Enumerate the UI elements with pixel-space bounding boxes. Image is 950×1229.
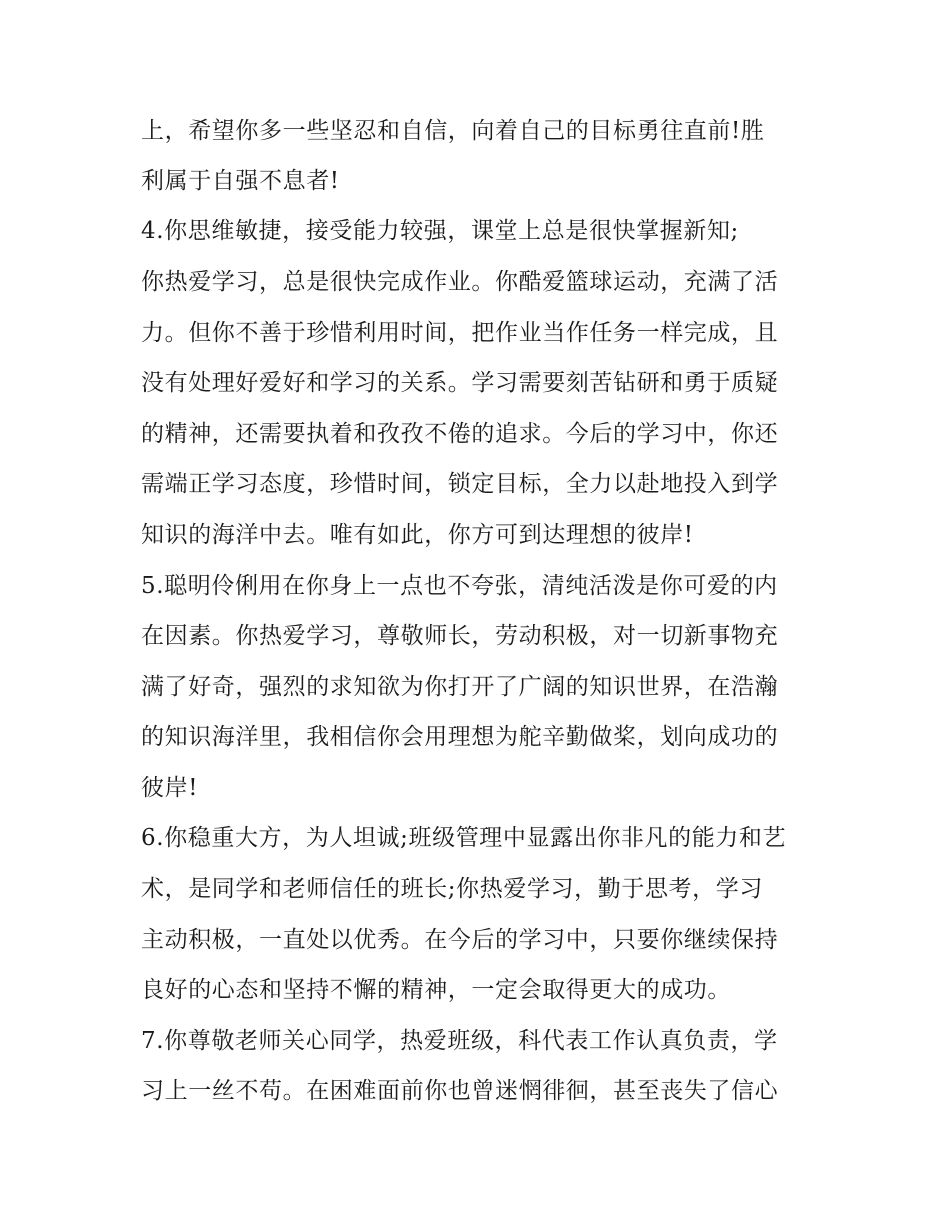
text-line: 需端正学习态度，珍惜时间，锁定目标，全力以赴地投入到学 [141,471,779,497]
text-line: 5.聪明伶俐用在你身上一点也不夸张，清纯活泼是你可爱的内 [141,573,778,599]
text-line: 满了好奇，强烈的求知欲为你打开了广阔的知识世界，在浩瀚 [141,674,779,700]
text-line: 力。但你不善于珍惜利用时间，把作业当作任务一样完成，且 [141,320,779,346]
text-line: 利属于自强不息者! [141,168,340,194]
text-line: 没有处理好爱好和学习的关系。学习需要刻苦钻研和勇于质疑 [141,370,779,396]
text-line: 的精神，还需要执着和孜孜不倦的追求。今后的学习中，你还 [141,421,779,447]
text-line: 6.你稳重大方，为人坦诚;班级管理中显露出你非凡的能力和艺 [141,825,787,851]
text-line: 的知识海洋里，我相信你会用理想为舵辛勤做桨，划向成功的 [141,724,779,750]
text-line: 7.你尊敬老师关心同学，热爱班级，科代表工作认真负责，学 [141,1028,778,1054]
text-line: 彼岸! [141,775,199,801]
text-line: 主动积极，一直处以优秀。在今后的学习中，只要你继续保持 [141,927,779,953]
text-line: 上，希望你多一些坚忍和自信，向着自己的目标勇往直前!胜 [141,118,765,144]
text-line: 良好的心态和坚持不懈的精神，一定会取得更大的成功。 [141,977,731,1003]
text-line: 你热爱学习，总是很快完成作业。你酷爱篮球运动，充满了活 [141,269,779,295]
text-line: 术，是同学和老师信任的班长;你热爱学习，勤于思考，学习 [141,876,763,902]
text-line: 知识的海洋中去。唯有如此，你方可到达理想的彼岸! [141,522,694,548]
text-line: 习上一丝不苟。在困难面前你也曾迷惘徘徊，甚至丧失了信心 [141,1078,779,1104]
text-line: 4.你思维敏捷，接受能力较强，课堂上总是很快掌握新知; [141,218,739,244]
text-line: 在因素。你热爱学习，尊敬师长，劳动积极，对一切新事物充 [141,623,779,649]
